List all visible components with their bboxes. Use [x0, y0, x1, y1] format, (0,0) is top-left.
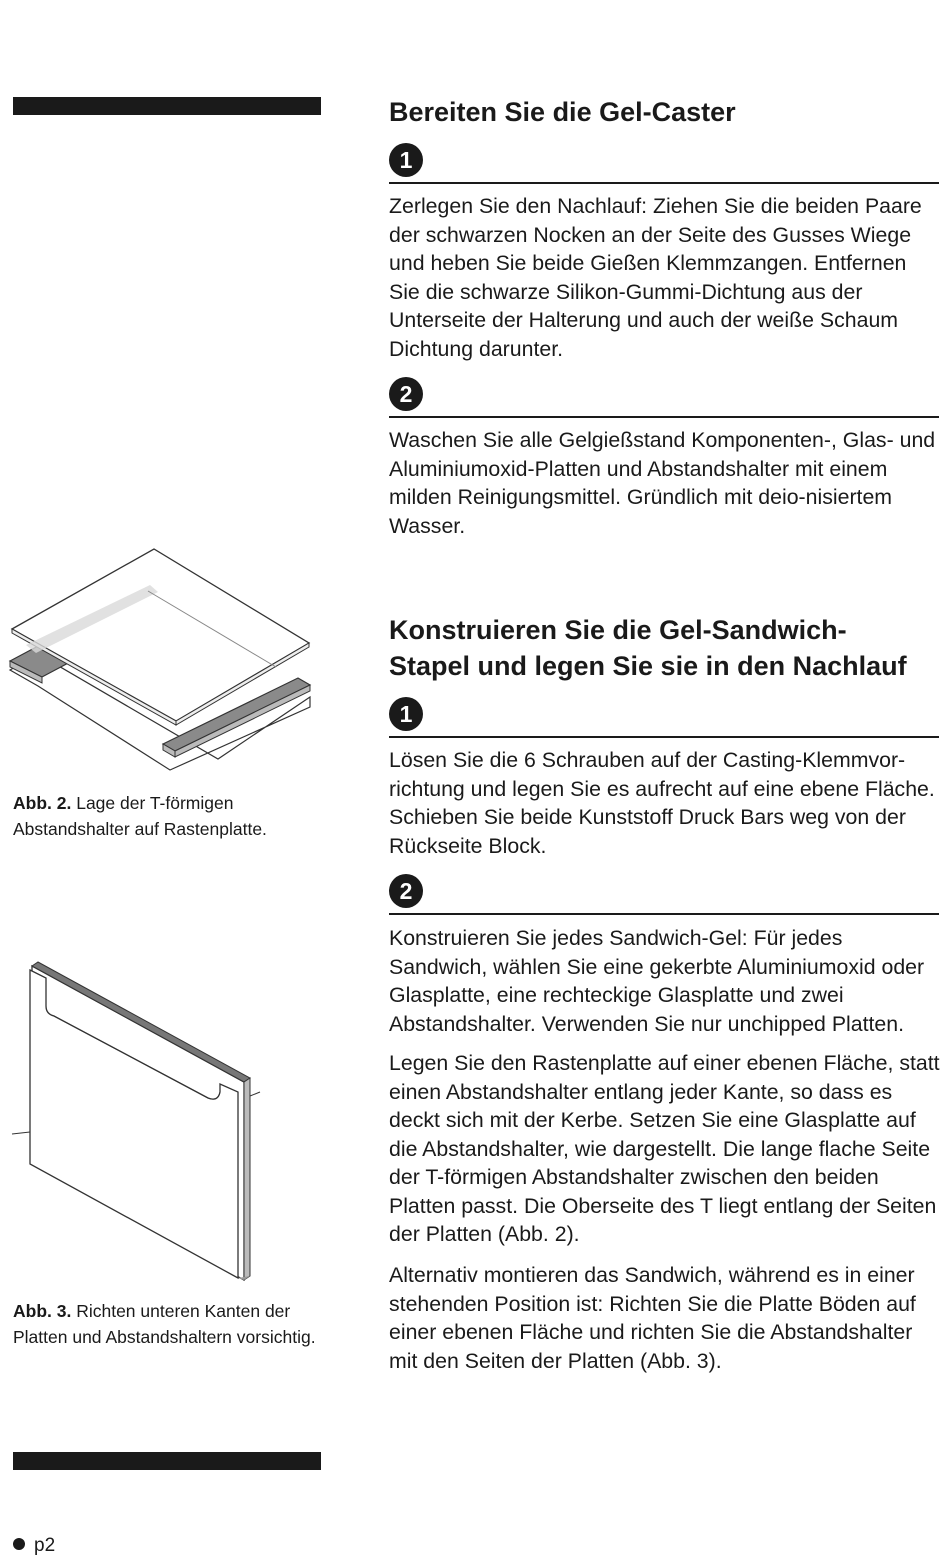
step-text-continued: Legen Sie den Rastenplatte auf einer ebenen Fläche, statt einen Abstandshalter entlang jeder Kante, so dass es deckt sich mit der Kerbe. Setzen Sie eine Glasplatte auf die Abstandshalter, wie dargestellt. Die lange flache Seite der T-förmigen Abstandshalter zwischen den beiden Platten passt. Die Oberseite des T liegt entlang der Seiten der Platten (Abb. 2). [389, 1051, 940, 1246]
bullet-icon [13, 1538, 25, 1550]
page-footer [13, 1534, 55, 1558]
figure-2-caption [13, 791, 323, 842]
figure-3-caption [13, 1299, 323, 1350]
step-divider [389, 736, 939, 738]
step-number-badge: 2 [389, 377, 423, 411]
step-text: Zerlegen Sie den Nachlauf: Ziehen Sie die beiden Paare der schwarzen Nocken an der Seite des Gusses Wiege und heben Sie beide Gießen Klemmzangen. Entfernen Sie die schwarze Silikon-Gummi-Dichtung aus der Unterseite der Halterung und auch der weiße Schaum Dichtung darunter. [389, 194, 922, 361]
figure-2-caption-text: Lage der T-förmigen Abstandshalter auf Rastenplatte. [13, 793, 267, 839]
step-text-continued: Alternativ montieren das Sandwich, während es in einer stehenden Position ist: Richten Sie die Platte Böden auf einer ebenen Fläche und richten Sie die Abstandshalter mit den Seiten der Platten (Abb. 3). [389, 1263, 916, 1373]
section1-heading: Bereiten Sie die Gel-Caster [389, 97, 736, 127]
step-text: Konstruieren Sie jedes Sandwich-Gel: Für jedes Sandwich, wählen Sie eine gekerbte Aluminiumoxid oder Glasplatte, eine rechteckige Glasplatte und zwei Abstandshalter. Verwenden Sie nur unchipped Platten. [389, 926, 925, 1036]
figure-3-illustration [8, 958, 270, 1288]
step-divider [389, 182, 939, 184]
figure-2-illustration [8, 545, 318, 775]
step-text: Waschen Sie alle Gelgießstand Komponenten-, Glas- und Aluminiumoxid-Platten und Abstandshalter mit einem milden Reinigungsmittel. Gründlich mit deio-nisiertem Wasser. [389, 428, 936, 538]
figure-2-label: Abb. 2. [13, 793, 72, 813]
step-number-badge: 2 [389, 874, 423, 908]
step-text: Lösen Sie die 6 Schrauben auf der Casting-Klemmvor-richtung und legen Sie es aufrecht auf eine ebene Fläche. Schieben Sie beide Kunststoff Druck Bars weg von der Rückseite Block. [389, 748, 935, 858]
page-number: p2 [34, 1535, 56, 1556]
section2-heading [389, 612, 907, 684]
section2-heading-line2: Stapel und legen Sie sie in den Nachlauf [389, 651, 907, 681]
section2-heading-line1: Konstruieren Sie die Gel-Sandwich- [389, 615, 847, 645]
figure-3-label: Abb. 3. [13, 1301, 72, 1321]
bottom-sidebar-bar [13, 1452, 321, 1470]
step-number-badge: 1 [389, 697, 423, 731]
step-number-badge: 1 [389, 143, 423, 177]
figure-3-caption-text: Richten unteren Kanten der Platten und Abstandshaltern vorsichtig. [13, 1301, 316, 1347]
step-divider [389, 416, 939, 418]
step-divider [389, 913, 939, 915]
top-sidebar-bar [13, 97, 321, 115]
